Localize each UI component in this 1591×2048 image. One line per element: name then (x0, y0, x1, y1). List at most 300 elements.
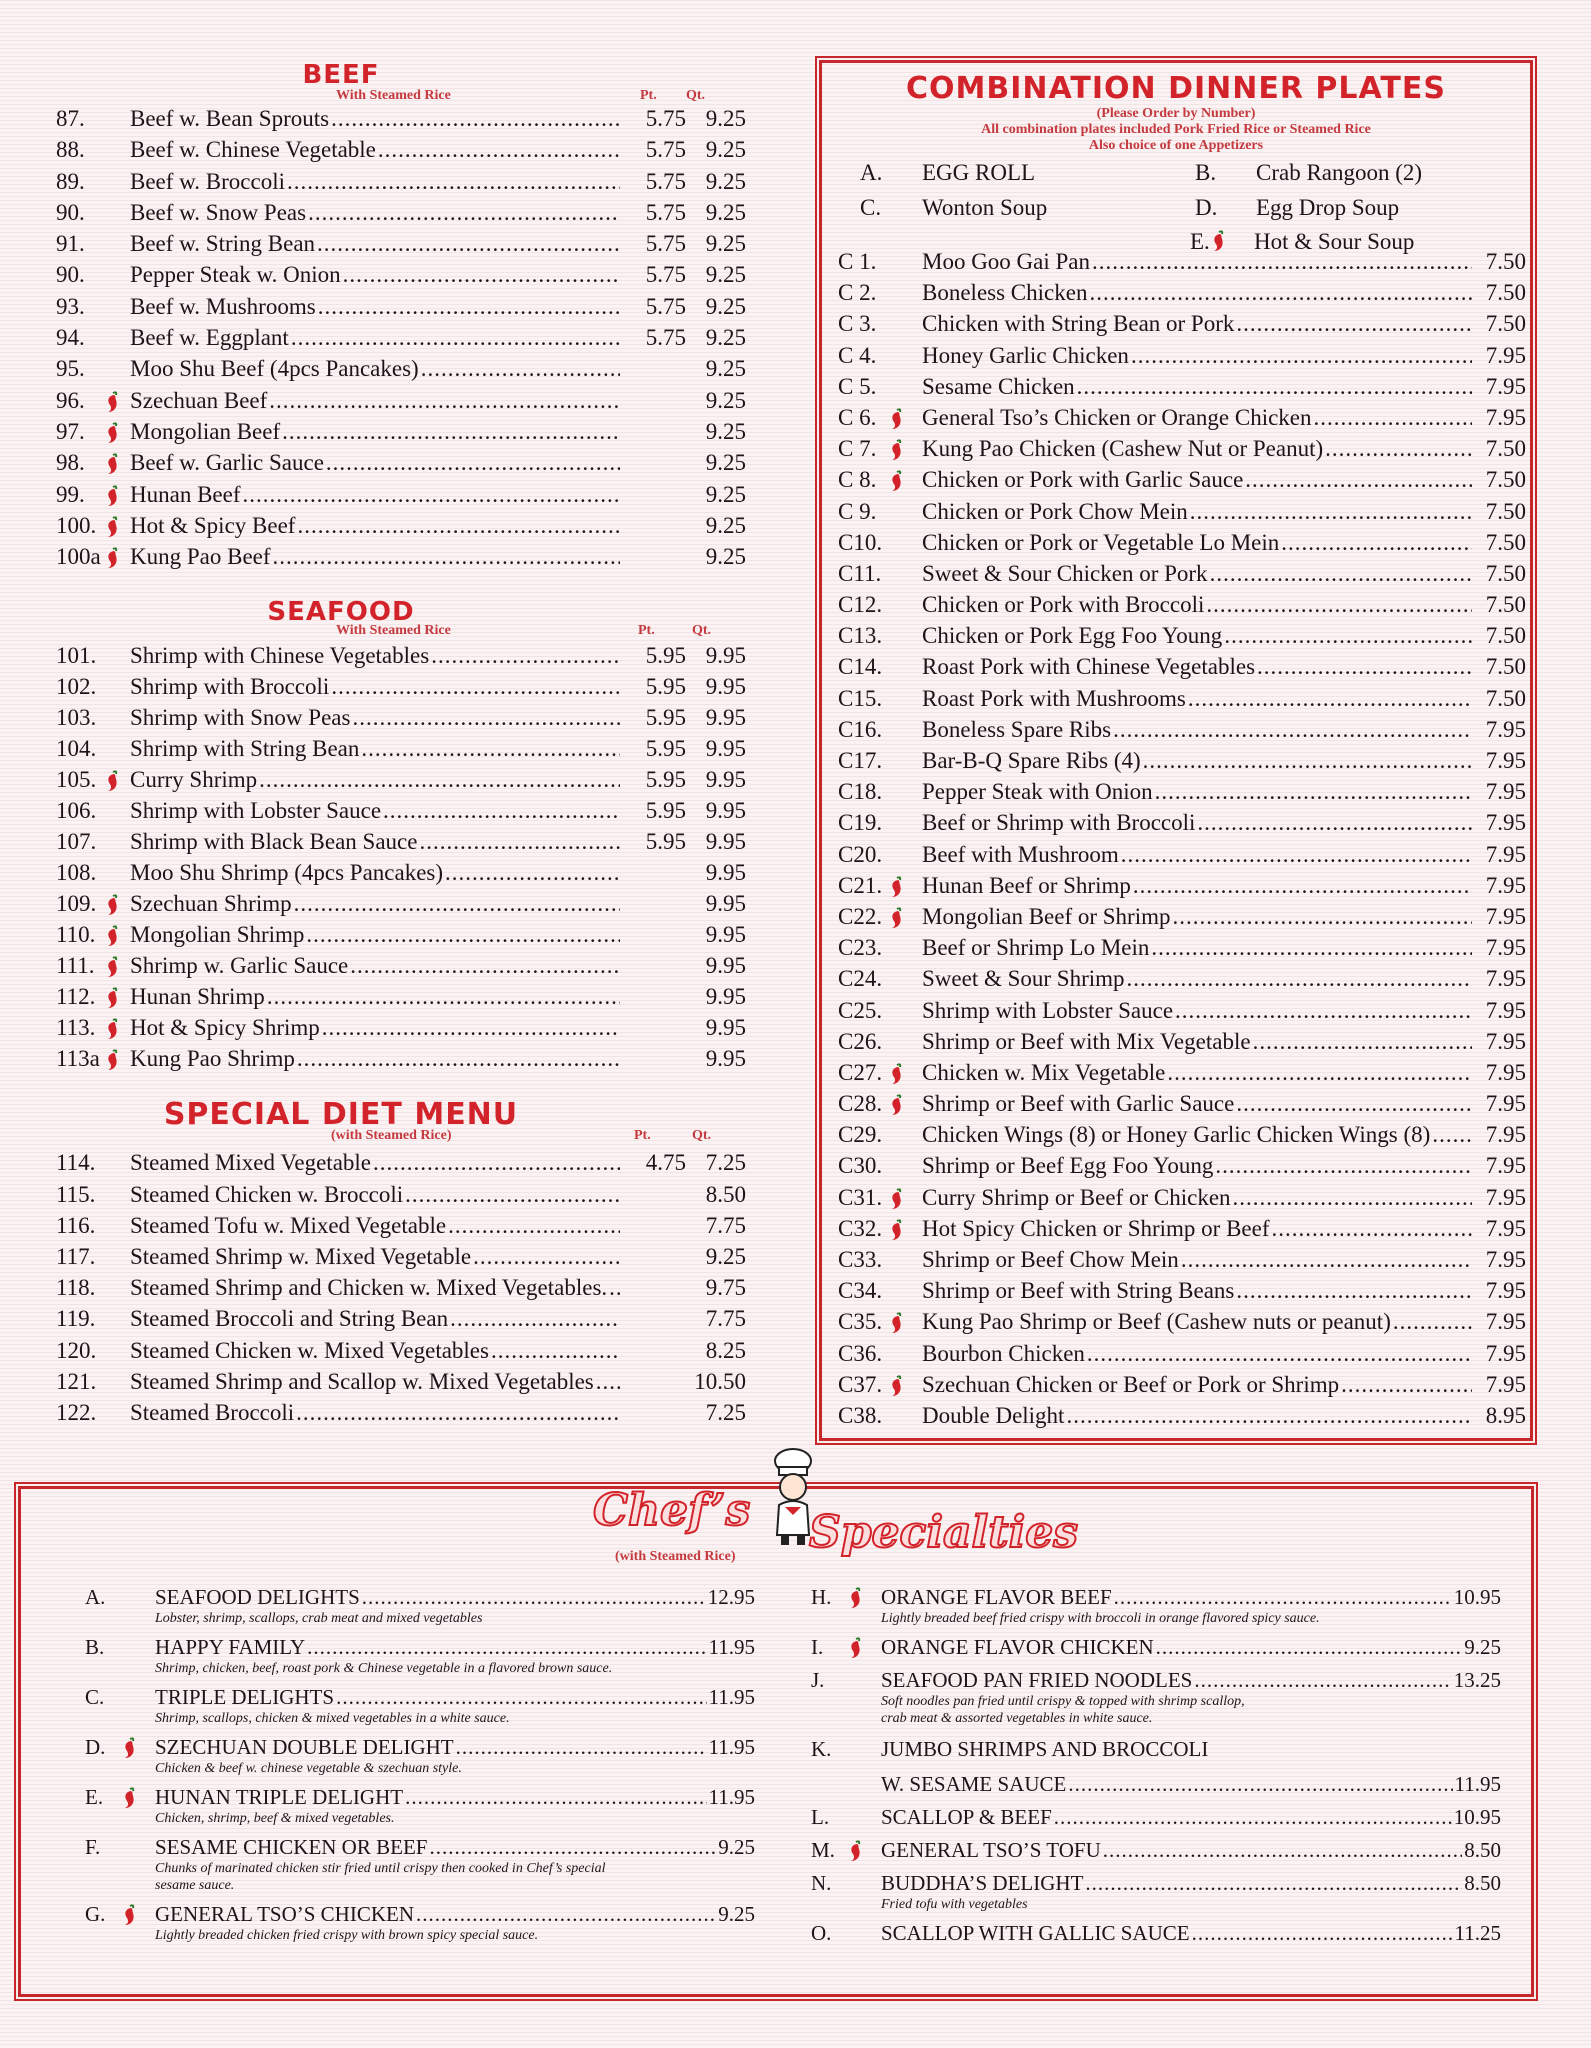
item-qt-price: 7.75 (705, 1212, 746, 1238)
combo-item-row (838, 530, 1526, 561)
specialty-main-line (85, 1635, 755, 1660)
specialty-item (811, 1737, 1501, 1762)
specialty-name: SEAFOOD DELIGHTS (155, 1585, 360, 1609)
specialty-main-line (811, 1585, 1501, 1610)
item-number: 89. (56, 168, 85, 194)
item-name: Steamed Shrimp and Chicken w. Mixed Vegetables. (130, 1275, 608, 1301)
combo-item-row (838, 1341, 1526, 1372)
item-pt-price: 5.95 (645, 798, 686, 824)
item-number: 104. (56, 736, 97, 762)
specialty-item (811, 1635, 1501, 1660)
chef-header (541, 1445, 1181, 1565)
seafood-list (56, 643, 746, 1077)
combo-price: 7.95 (1485, 748, 1526, 773)
chili-pepper-icon (104, 770, 120, 792)
appetizer-b-name: Crab Rangoon (2) (1256, 160, 1423, 185)
combo-number: C36. (838, 1340, 883, 1366)
combo-number: C14. (838, 654, 883, 680)
combo-item-row (838, 1309, 1526, 1340)
dot-leader (596, 1369, 620, 1395)
dot-leader (1167, 1060, 1472, 1086)
combo-price: 7.50 (1485, 685, 1526, 711)
chili-pepper-icon (847, 1840, 863, 1862)
item-number: 96. (56, 387, 85, 413)
item-name: Szechuan Beef (130, 387, 268, 413)
item-number: 112. (56, 984, 96, 1010)
combo-number: C32. (838, 1215, 883, 1241)
dot-leader (419, 829, 620, 855)
chili-pepper-icon (104, 956, 120, 978)
item-qt-price: 9.25 (705, 356, 746, 382)
dot-leader (1197, 810, 1472, 836)
specialty-main-line (811, 1635, 1501, 1660)
chili-pepper-icon (104, 453, 120, 475)
appetizer-d-name: Egg Drop Soup (1256, 195, 1400, 220)
combo-price: 7.95 (1485, 1153, 1526, 1179)
item-number: 91. (56, 231, 85, 257)
combo-number: C27. (838, 1059, 883, 1085)
combo-number: C 5. (838, 373, 877, 399)
combo-name: Sweet & Sour Shrimp (922, 966, 1125, 992)
menu-item-row (56, 137, 746, 168)
item-name: Steamed Shrimp w. Mixed Vegetable (130, 1244, 472, 1270)
combo-price: 7.50 (1485, 498, 1526, 524)
menu-item-row (56, 169, 746, 200)
item-number: 107. (56, 829, 97, 855)
combo-number: C34. (838, 1278, 883, 1304)
dot-leader (1325, 436, 1472, 462)
combo-price: 7.95 (1485, 966, 1526, 992)
dot-leader (448, 1213, 620, 1239)
menu-item-row (56, 1275, 746, 1306)
combo-item-row (838, 1185, 1526, 1216)
item-name: Steamed Chicken w. Mixed Vegetables (130, 1337, 489, 1363)
menu-item-row (56, 922, 746, 953)
appetizer-a-letter: A. (860, 160, 883, 185)
dot-leader (1054, 1805, 1452, 1830)
combo-number: C10. (838, 529, 883, 555)
combo-number: C37. (838, 1371, 883, 1397)
combo-price: 7.95 (1485, 903, 1526, 929)
chili-pepper-icon (104, 391, 120, 413)
dot-leader (1175, 998, 1472, 1024)
specialty-price: 12.95 (707, 1585, 755, 1609)
appetizer-c-letter: C. (860, 195, 882, 220)
specialty-item (811, 1838, 1501, 1863)
combo-item-row (838, 499, 1526, 530)
specialty-name: ORANGE FLAVOR BEEF (881, 1585, 1112, 1609)
item-name: Beef w. String Bean (130, 231, 316, 257)
left-column (56, 60, 746, 1431)
specialty-main-line (811, 1838, 1501, 1863)
specialty-price: 11.95 (1454, 1772, 1501, 1796)
combo-number: C19. (838, 810, 883, 836)
specialty-letter: L. (811, 1805, 830, 1829)
dot-leader (1068, 1772, 1452, 1797)
appetizer-e-name: Hot & Sour Soup (1254, 229, 1415, 254)
combo-number: C 6. (838, 404, 877, 430)
combo-title: COMBINATION DINNER PLATES (906, 71, 1446, 106)
combo-number: C11. (838, 560, 882, 586)
specialty-description: Chicken & beef w. chinese vegetable & szechuan style. (155, 1761, 462, 1776)
item-number: 114. (56, 1150, 96, 1176)
item-qt-price: 9.95 (705, 674, 746, 700)
item-name: Szechuan Shrimp (130, 891, 292, 917)
item-name: Beef w. Broccoli (130, 168, 285, 194)
item-qt-price: 9.95 (705, 1046, 746, 1072)
item-number: 100. (56, 512, 97, 538)
combo-item-row (838, 1372, 1526, 1403)
combo-name: Shrimp or Beef with String Beans (922, 1278, 1235, 1304)
menu-item-row (56, 1046, 746, 1077)
combo-number: C25. (838, 997, 883, 1023)
dot-leader (1131, 343, 1472, 369)
combo-name: Roast Pork with Chinese Vegetables (922, 654, 1256, 680)
dot-leader (473, 1244, 620, 1270)
item-qt-price: 9.25 (705, 544, 746, 570)
combo-price: 7.95 (1485, 1340, 1526, 1366)
chili-pepper-icon (888, 439, 904, 461)
item-name: Kung Pao Beef (130, 544, 271, 570)
combo-number: C28. (838, 1091, 883, 1117)
combo-item-row (838, 592, 1526, 623)
menu-item-row (56, 1369, 746, 1400)
combo-name: Sesame Chicken (922, 373, 1075, 399)
item-name: Steamed Mixed Vegetable (130, 1150, 372, 1176)
item-number: 95. (56, 356, 85, 382)
menu-item-row (56, 262, 746, 293)
specialty-name: SEAFOOD PAN FRIED NOODLES (881, 1668, 1193, 1692)
seafood-subtitle: With Steamed Rice (336, 623, 451, 639)
specialty-name: HUNAN TRIPLE DELIGHT (155, 1785, 404, 1809)
specialty-description: Lightly breaded chicken fried crispy with brown spicy special sauce. (155, 1928, 539, 1943)
combo-name: Mongolian Beef or Shrimp (922, 903, 1171, 929)
menu-item-row (56, 798, 746, 829)
combo-item-row (838, 374, 1526, 405)
specialty-name: TRIPLE DELIGHTS (155, 1685, 335, 1709)
item-name: Hot & Spicy Shrimp (130, 1015, 320, 1041)
dot-leader (243, 482, 621, 508)
dot-leader (1066, 1403, 1472, 1429)
specialty-description: Lobster, shrimp, scallops, crab meat and mixed vegetables (155, 1611, 483, 1626)
dot-leader (1113, 717, 1472, 743)
specialty-price: 11.95 (708, 1635, 755, 1659)
specialty-price: 13.25 (1453, 1668, 1501, 1692)
specialty-item (811, 1871, 1501, 1913)
chef-specialties-box (18, 1486, 1534, 1997)
beef-subtitle: With Steamed Rice (336, 88, 451, 103)
combo-name: Kung Pao Shrimp or Beef (Cashew nuts or peanut) (922, 1309, 1391, 1335)
appetizer-a-name: EGG ROLL (922, 160, 1036, 185)
dot-leader (378, 137, 620, 163)
dot-leader (431, 643, 620, 669)
dot-leader (1133, 873, 1472, 899)
menu-item-row (56, 767, 746, 798)
item-qt-price: 9.95 (705, 643, 746, 669)
combo-item-row (838, 311, 1526, 342)
dot-leader (1281, 530, 1472, 556)
specialty-letter: O. (811, 1921, 832, 1945)
dot-leader (1432, 1122, 1472, 1148)
item-name: Beef w. Bean Sprouts (130, 106, 330, 131)
seafood-pt-label: Pt. (638, 623, 655, 639)
specialty-item (811, 1668, 1501, 1727)
specialty-main-line (811, 1772, 1501, 1797)
dot-leader (1092, 249, 1472, 275)
combo-price: 7.95 (1485, 1091, 1526, 1117)
dot-leader (291, 325, 620, 351)
dot-leader (318, 294, 620, 320)
specialty-description: Chicken, shrimp, beef & mixed vegetables. (155, 1811, 395, 1826)
combo-number: C23. (838, 935, 883, 961)
item-number: 116. (56, 1212, 96, 1238)
item-name: Steamed Broccoli (130, 1399, 295, 1425)
dot-leader (405, 1182, 620, 1208)
combo-item-row (838, 1060, 1526, 1091)
item-number: 87. (56, 106, 85, 131)
item-name: Beef w. Eggplant (130, 325, 289, 351)
specialty-name: SZECHUAN DOUBLE DELIGHT (155, 1735, 454, 1759)
item-qt-price: 9.25 (705, 293, 746, 319)
specialty-name: SCALLOP & BEEF (881, 1805, 1052, 1829)
combo-list (838, 249, 1526, 1434)
item-name: Hot & Spicy Beef (130, 512, 296, 538)
specialty-description: crab meat & assorted vegetables in white sauce. (881, 1711, 1153, 1726)
combo-number: C21. (838, 872, 883, 898)
combo-item-row (838, 1091, 1526, 1122)
combo-item-row (838, 1403, 1526, 1434)
chef-title-1: Chef’s (593, 1485, 751, 1536)
item-name: Shrimp with String Bean (130, 736, 360, 762)
chili-pepper-icon (104, 547, 120, 569)
chili-pepper-icon (104, 894, 120, 916)
combo-number: C29. (838, 1122, 883, 1148)
item-pt-price: 4.75 (645, 1150, 686, 1176)
dot-leader (429, 1835, 716, 1860)
dot-leader (1192, 1921, 1453, 1946)
menu-item-row (56, 860, 746, 891)
dot-leader (456, 1735, 707, 1760)
item-name: Mongolian Shrimp (130, 922, 305, 948)
dot-leader (343, 262, 620, 288)
specialty-main-line (811, 1805, 1501, 1830)
chef-title-2: Specialties (809, 1507, 1079, 1558)
combo-number: C26. (838, 1028, 883, 1054)
menu-item-row (56, 106, 746, 137)
item-number: 109. (56, 891, 97, 917)
item-qt-price: 9.25 (705, 199, 746, 225)
combo-price: 7.95 (1485, 1247, 1526, 1272)
dot-leader (269, 388, 620, 414)
menu-item-row (56, 643, 746, 674)
specialty-price: 9.25 (718, 1902, 755, 1926)
menu-item-row (56, 1400, 746, 1431)
combo-name: Chicken or Pork Chow Mein (922, 498, 1188, 524)
combo-name: Chicken Wings (8) or Honey Garlic Chicken Wings (8) (922, 1122, 1431, 1148)
combo-name: General Tso’s Chicken or Orange Chicken (922, 404, 1312, 430)
combo-name: Beef or Shrimp Lo Mein (922, 935, 1150, 961)
menu-item-row (56, 388, 746, 419)
combo-name: Chicken w. Mix Vegetable (922, 1059, 1166, 1085)
dot-leader (317, 231, 620, 257)
menu-item-row (56, 294, 746, 325)
dot-leader (1236, 1278, 1472, 1304)
specialty-main-line (85, 1585, 755, 1610)
item-qt-price: 9.25 (705, 481, 746, 507)
item-number: 117. (56, 1244, 96, 1270)
specialty-item (85, 1902, 755, 1944)
combo-item-row (838, 873, 1526, 904)
item-name: Hunan Beef (130, 481, 241, 507)
item-pt-price: 5.95 (645, 674, 686, 700)
specialty-item (85, 1635, 755, 1677)
dot-leader (336, 1685, 706, 1710)
specialty-item (85, 1585, 755, 1627)
dot-leader (445, 860, 620, 886)
item-number: 110. (56, 922, 96, 948)
beef-pt-label: Pt. (640, 88, 657, 103)
item-number: 88. (56, 137, 85, 163)
combo-name: Shrimp or Beef with Garlic Sauce (922, 1091, 1235, 1117)
combo-price: 7.95 (1485, 1059, 1526, 1085)
specialty-price: 9.25 (1464, 1635, 1501, 1659)
dot-leader (1190, 499, 1472, 525)
combo-item-row (838, 748, 1526, 779)
item-qt-price: 9.25 (705, 450, 746, 476)
dot-leader (1210, 561, 1472, 587)
combo-note-order: (Please Order by Number) (1096, 106, 1256, 121)
specialty-description: Shrimp, scallops, chicken & mixed vegetables in a white sauce. (155, 1711, 510, 1726)
specialty-price: 11.95 (708, 1685, 755, 1709)
item-qt-price: 9.95 (705, 705, 746, 731)
dot-leader (1089, 280, 1472, 306)
combo-item-row (838, 810, 1526, 841)
item-name: Beef w. Mushrooms (130, 293, 316, 319)
dot-leader (1156, 1635, 1463, 1660)
specialty-price: 10.95 (1453, 1585, 1501, 1609)
combo-item-row (838, 405, 1526, 436)
specialty-main-line (85, 1902, 755, 1927)
item-qt-price: 9.95 (705, 922, 746, 948)
item-number: 98. (56, 450, 85, 476)
combo-note-rice: All combination plates included Pork Fried Rice or Steamed Rice (981, 122, 1371, 137)
specialty-letter: G. (85, 1902, 106, 1926)
combo-item-row (838, 561, 1526, 592)
specialty-letter: A. (85, 1585, 106, 1609)
item-name: Curry Shrimp (130, 767, 258, 793)
item-number: 119. (56, 1306, 96, 1332)
combo-item-row (838, 343, 1526, 374)
chili-pepper-icon (888, 1312, 904, 1334)
item-qt-price: 9.25 (705, 231, 746, 257)
chili-pepper-icon (847, 1637, 863, 1659)
specialty-main-line (85, 1735, 755, 1760)
seafood-qt-label: Qt. (692, 623, 712, 639)
dot-leader (259, 767, 620, 793)
menu-item-row (56, 674, 746, 705)
combo-price: 7.95 (1485, 935, 1526, 961)
item-qt-price: 9.95 (705, 736, 746, 762)
combo-item-row (838, 842, 1526, 873)
specialty-item (85, 1835, 755, 1894)
dot-leader (1233, 1185, 1472, 1211)
item-number: 120. (56, 1337, 97, 1363)
chili-pepper-icon (104, 987, 120, 1009)
combo-number: C17. (838, 748, 883, 773)
specialty-letter: C. (85, 1685, 105, 1709)
menu-item-row (56, 1182, 746, 1213)
combo-item-row (838, 1029, 1526, 1060)
combo-item-row (838, 1247, 1526, 1278)
specialty-price: 10.95 (1453, 1805, 1501, 1829)
combo-item-row (838, 436, 1526, 467)
item-qt-price: 9.25 (705, 387, 746, 413)
specialty-main-line (85, 1785, 755, 1810)
item-name: Pepper Steak w. Onion (130, 262, 341, 288)
chili-pepper-icon (847, 1587, 863, 1609)
item-number: 97. (56, 418, 85, 444)
chef-left-list (85, 1585, 755, 1944)
dot-leader (1188, 686, 1472, 712)
combo-number: C38. (838, 1402, 883, 1428)
menu-item-row (56, 1213, 746, 1244)
chili-pepper-icon (104, 1018, 120, 1040)
dot-leader (362, 1585, 706, 1610)
dot-leader (609, 1275, 620, 1301)
specialty-main-line (811, 1871, 1501, 1896)
item-number: 115. (56, 1181, 96, 1207)
specialty-letter: J. (811, 1668, 825, 1692)
chili-pepper-icon (888, 876, 904, 898)
dot-leader (322, 1015, 620, 1041)
combo-name: Roast Pork with Mushrooms (922, 685, 1186, 711)
item-number: 122. (56, 1399, 97, 1425)
specialty-item (811, 1921, 1501, 1946)
dot-leader (1253, 1029, 1472, 1055)
dot-leader (1077, 374, 1472, 400)
menu-item-row (56, 482, 746, 513)
menu-item-row (56, 1244, 746, 1275)
combo-number: C 2. (838, 280, 877, 306)
dot-leader (1173, 904, 1473, 930)
specialty-price: 11.25 (1454, 1921, 1501, 1945)
combo-price: 7.50 (1485, 280, 1526, 306)
item-qt-price: 8.25 (705, 1337, 746, 1363)
combo-item-row (838, 1122, 1526, 1153)
dot-leader (383, 798, 620, 824)
combo-number: C13. (838, 623, 883, 649)
combo-number: C22. (838, 903, 883, 929)
dot-leader (1181, 1247, 1472, 1273)
item-number: 99. (56, 481, 85, 507)
combo-name: Chicken or Pork Egg Foo Young (922, 623, 1223, 649)
combo-number: C16. (838, 716, 883, 742)
item-qt-price: 9.25 (705, 1244, 746, 1270)
item-name: Steamed Chicken w. Broccoli (130, 1181, 404, 1207)
menu-item-row (56, 705, 746, 736)
combo-price: 7.50 (1485, 467, 1526, 493)
combo-item-row (838, 717, 1526, 748)
combo-price: 7.95 (1485, 1028, 1526, 1054)
item-pt-price: 5.95 (645, 643, 686, 669)
combo-item-row (838, 779, 1526, 810)
item-name: Shrimp w. Garlic Sauce (130, 953, 349, 979)
combo-name: Chicken with String Bean or Pork (922, 311, 1235, 337)
dot-leader (1121, 842, 1472, 868)
combo-price: 7.95 (1485, 716, 1526, 742)
combo-number: C 4. (838, 342, 877, 368)
combo-item-row (838, 1153, 1526, 1184)
